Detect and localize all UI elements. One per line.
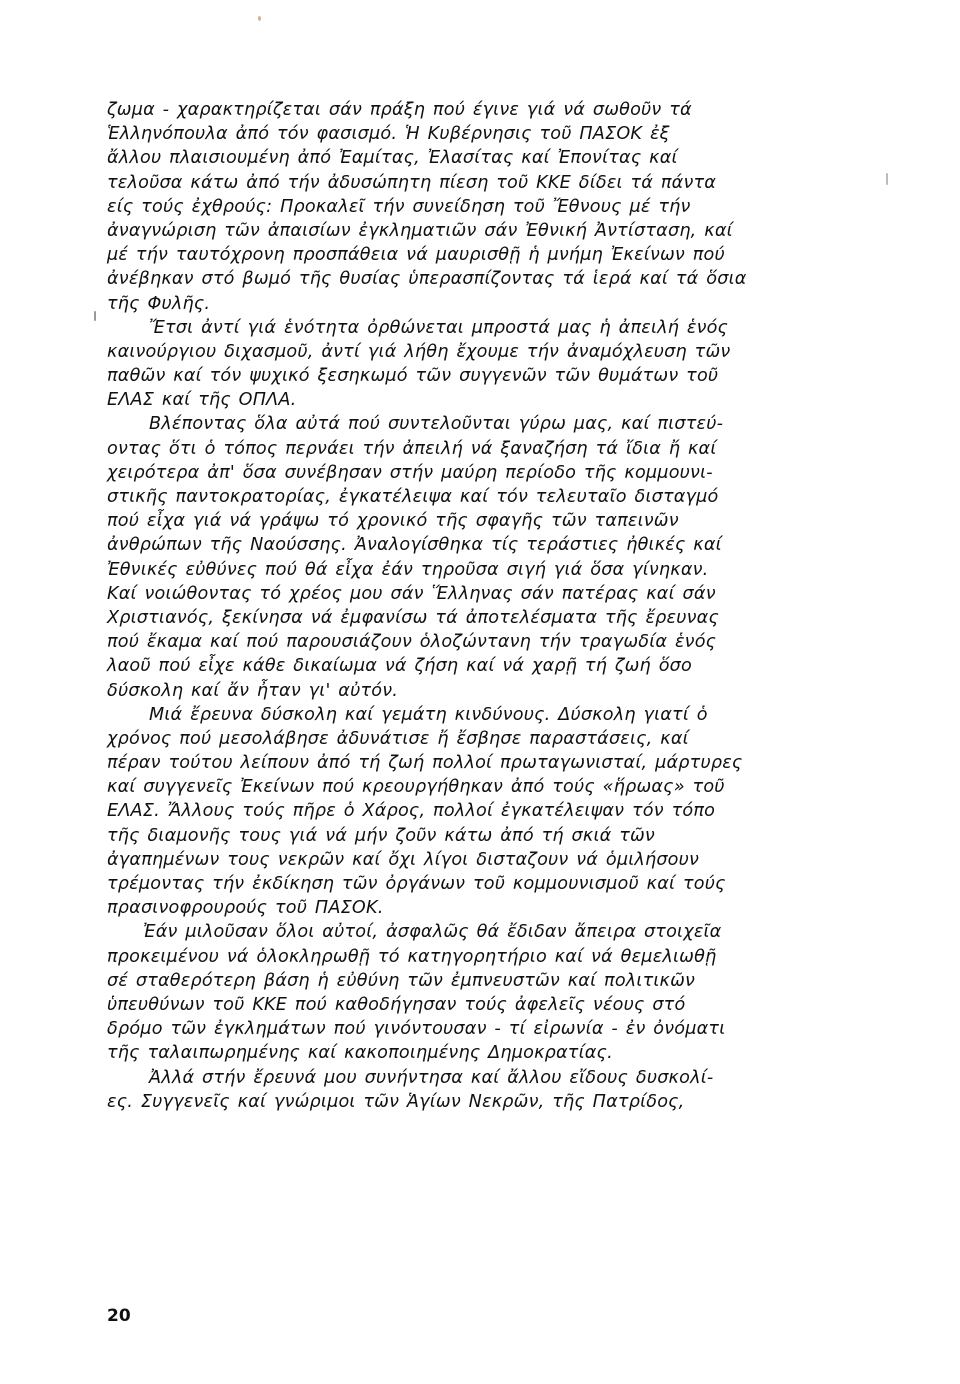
text-line: δύσκολη καί ἄν ἦταν γι' αὐτόν. xyxy=(107,680,399,701)
text-line: Καί νοιώθοντας τό χρέος μου σάν Ἕλληνας σάν πατέρας καί σάν xyxy=(107,583,716,604)
text-line: ες. Συγγενεῖς καί γνώριμοι τῶν Ἁγίων Νεκρῶν, τῆς Πατρίδος, xyxy=(107,1091,685,1112)
text-line: πέραν τούτου λείπουν ἀπό τή ζωή πολλοί πρωταγωνισταί, μάρτυρες xyxy=(107,753,743,774)
text-line: μέ τήν ταυτόχρονη προσπάθεια νά μαυρισθῇ ἡ μνήμη Ἐκείνων πού xyxy=(107,245,725,266)
text-line: τρέμοντας τήν ἐκδίκηση τῶν ὀργάνων τοῦ κομμουνισμοῦ καί τούς xyxy=(107,874,726,894)
scan-speck xyxy=(258,16,261,21)
text-line: Χριστιανός, ξεκίνησα νά ἐμφανίσω τά ἀποτελέσματα τῆς ἔρευνας xyxy=(107,607,719,628)
text-line: προκειμένου νά ὁλοκληρωθῇ τό κατηγορητήριο καί νά θεμελιωθῇ xyxy=(107,946,717,967)
text-line: σέ σταθερότερη βάση ἡ εὐθύνη τῶν ἐμπνευστῶν καί πολιτικῶν xyxy=(107,970,696,991)
paragraph-start-line: Ἐάν μιλοῦσαν ὅλοι αὐτοί, ἀσφαλῶς θά ἔδιδαν ἄπειρα στοιχεῖα xyxy=(143,922,722,943)
text-line: χειρότερα ἀπ' ὅσα συνέβησαν στήν μαύρη περίοδο τῆς κομμουνι- xyxy=(107,462,713,483)
scan-speck xyxy=(94,311,96,321)
text-line: καινούργιου διχασμοῦ, ἀντί γιά λήθη ἔχουμε τήν ἀναμόχλευση τῶν xyxy=(107,341,731,362)
text-line: ἀνθρώπων τῆς Ναούσσης. Ἀναλογίσθηκα τίς τεράστιες ἠθικές καί xyxy=(107,535,722,556)
text-line: ΕΛΑΣ. Ἄλλους τούς πῆρε ὁ Χάρος, πολλοί ἐγκατέλειψαν τόν τόπο xyxy=(107,801,716,822)
text-line: ἄλλου πλαισιουμένη ἀπό Ἐαμίτας, Ἐλασίτας καί Ἐπονίτας καί xyxy=(107,148,678,169)
text-line: τῆς διαμονῆς τους γιά νά μήν ζοῦν κάτω ἀπό τή σκιά τῶν xyxy=(107,825,655,846)
text-line: ἀναγνώριση τῶν ἀπαισίων ἐγκληματιῶν σάν Ἐθνική Ἀντίσταση, καί xyxy=(107,220,733,241)
text-line: ΕΛΑΣ καί τῆς ΟΠΛΑ. xyxy=(107,390,297,411)
text-line: ὑπευθύνων τοῦ ΚΚΕ πού καθοδήγησαν τούς ἀφελεῖς νέους στό xyxy=(107,994,686,1015)
text-line: λαοῦ πού εἶχε κάθε δικαίωμα νά ζήση καί νά χαρῇ τή ζωή ὅσο xyxy=(107,656,692,677)
page-number: 20 xyxy=(107,1306,131,1326)
text-line: πού εἶχα γιά νά γράψω τό χρονικό τῆς σφαγῆς τῶν ταπεινῶν xyxy=(107,511,679,532)
text-line: παθῶν καί τόν ψυχικό ξεσηκωμό τῶν συγγενῶν τῶν θυμάτων τοῦ xyxy=(107,366,719,387)
text-line: χρόνος πού μεσολάβησε ἀδυνάτισε ἤ ἔσβησε παραστάσεις, καί xyxy=(107,728,689,749)
text-line: Ἐθνικές εὐθύνες πού θά εἶχα ἐάν τηροῦσα σιγή γιά ὅσα γίνηκαν. xyxy=(107,559,709,580)
text-line: ζωμα - χαρακτηρίζεται σάν πράξη πού έγινε γιά νά σωθοῦν τά xyxy=(107,100,692,120)
text-line: οντας ὅτι ὁ τόπος περνάει τήν ἀπειλή νά ξαναζήση τά ἴδια ἤ καί xyxy=(107,438,717,459)
text-line: τῆς Φυλῆς. xyxy=(107,293,211,314)
text-line: πρασινοφρουρούς τοῦ ΠΑΣΟΚ. xyxy=(107,898,384,919)
scan-speck xyxy=(886,173,888,185)
paragraph-start-line: Ἔτσι ἀντί γιά ἑνότητα ὀρθώνεται μπροστά μας ἡ ἀπειλή ἑνός xyxy=(149,317,729,338)
text-line: τῆς ταλαιπωρημένης καί κακοποιημένης Δημοκρατίας. xyxy=(107,1043,613,1064)
paragraph-start-line: Ἀλλά στήν ἔρευνά μου συνήντησα καί ἄλλου εἴδους δυσκολί- xyxy=(149,1067,714,1088)
text-line: ἀγαπημένων τους νεκρῶν καί ὄχι λίγοι δισταζουν νά ὁμιλήσουν xyxy=(107,849,700,870)
text-line: πού ἔκαμα καί πού παρουσιάζουν ὁλοζώντανη τήν τραγωδία ἑνός xyxy=(107,632,717,653)
text-line: Ἑλληνόπουλα ἀπό τόν φασισμό. Ἡ Κυβέρνησις τοῦ ΠΑΣΟΚ ἐξ xyxy=(107,124,670,145)
text-line: τελοῦσα κάτω ἀπό τήν ἀδυσώπητη πίεση τοῦ ΚΚΕ δίδει τά πάντα xyxy=(107,172,717,193)
text-line: είς τούς ἐχθρούς: Προκαλεῖ τήν συνείδηση τοῦ Ἔθνους μέ τήν xyxy=(107,196,691,217)
text-line: ἀνέβηκαν στό βωμό τῆς θυσίας ὑπερασπίζοντας τά ἱερά καί τά ὅσια xyxy=(107,269,747,290)
paragraph-start-line: Μιά ἔρευνα δύσκολη καί γεμάτη κινδύνους. Δύσκολη γιατί ὁ xyxy=(149,704,708,725)
text-line: καί συγγενεῖς Ἐκείνων πού κρεουργήθηκαν ἀπό τούς «ἥρωας» τοῦ xyxy=(107,777,725,798)
text-line: δρόμο τῶν ἐγκλημάτων πού γινόντουσαν - τί εἰρωνία - ἐν ὀνόματι xyxy=(107,1019,726,1040)
text-line: στικῆς παντοκρατορίας, ἐγκατέλειψα καί τόν τελευταῖο δισταγμό xyxy=(107,487,719,507)
paragraph-start-line: Βλέποντας ὅλα αὐτά πού συντελοῦνται γύρω μας, καί πιστεύ- xyxy=(149,414,724,435)
body-text xyxy=(107,98,819,1114)
